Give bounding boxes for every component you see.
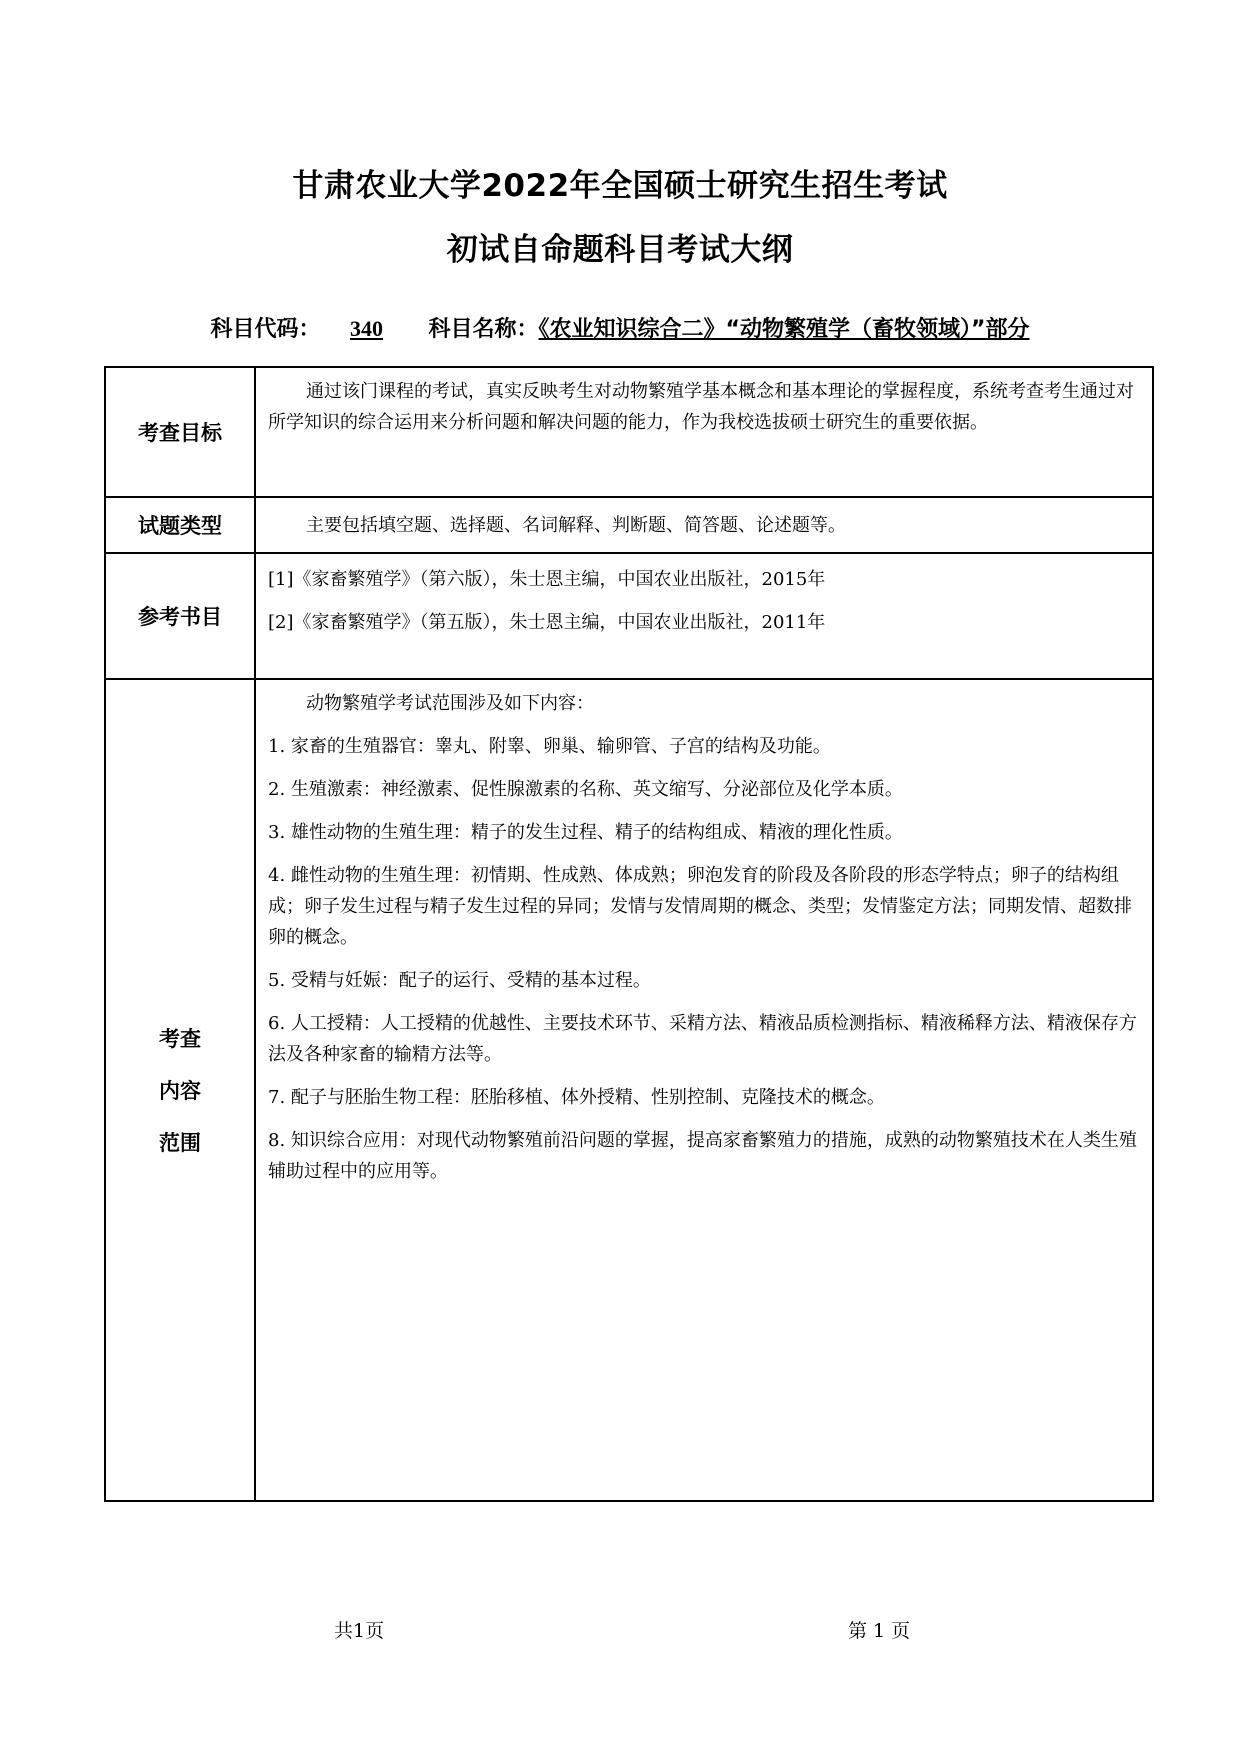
- document-subtitle: 初试自命题科目考试大纲: [446, 232, 794, 268]
- scope-item: 3. 雄性动物的生殖生理：精子的发生过程、精子的结构组成、精液的理化性质。: [268, 822, 903, 843]
- scope-item: 7. 配子与胚胎生物工程：胚胎移植、体外授精、性别控制、克隆技术的概念。: [268, 1087, 885, 1108]
- footer-page-number: 第 1 页: [848, 1620, 911, 1642]
- footer-total-pages: 共1页: [334, 1620, 385, 1642]
- subject-name: 《农业知识综合二》“动物繁殖学（畜牧领域）”部分: [538, 317, 1030, 342]
- objective-text: 通过该门课程的考试，真实反映考生对动物繁殖学基本概念和基本理论的掌握程度，系统考查考生通过对所学知识的综合运用来分析问题和解决问题的能力，作为我校选拔硕士研究生的重要依据。: [268, 381, 1134, 433]
- scope-item: 8. 知识综合应用：对现代动物繁殖前沿问题的掌握，提高家畜繁殖力的措施，成熟的动物繁殖技术在人类生殖辅助过程中的应用等。: [268, 1130, 1137, 1182]
- reference-item: [2]《家畜繁殖学》（第五版），朱士恩主编，中国农业出版社，2011年: [268, 612, 826, 633]
- scope-item: 1. 家畜的生殖器官：睾丸、附睾、卵巢、输卵管、子宫的结构及功能。: [268, 736, 831, 757]
- scope-cell: [255, 679, 1153, 1501]
- question-types-text: 主要包括填空题、选择题、名词解释、判断题、简答题、论述题等。: [306, 514, 846, 536]
- references-cell: [255, 553, 1153, 679]
- scope-label-part: 范围: [159, 1131, 201, 1155]
- scope-item: 5. 受精与妊娠：配子的运行、受精的基本过程。: [268, 970, 651, 991]
- objective-cell: [255, 367, 1153, 497]
- objective-row: [105, 367, 1153, 497]
- references-row: [105, 553, 1153, 679]
- question-types-cell: [255, 497, 1153, 553]
- scope-label-part: 内容: [159, 1079, 201, 1103]
- scope-item: 6. 人工授精：人工授精的优越性、主要技术环节、采精方法、精液品质检测指标、精液稀释方法、精液保存方法及各种家畜的输精方法等。: [268, 1013, 1137, 1065]
- question-types-label: 试题类型: [105, 497, 255, 553]
- scope-label-part: 考查: [159, 1027, 201, 1051]
- scope-intro: 动物繁殖学考试范围涉及如下内容：: [306, 693, 594, 714]
- question-types-row: [105, 497, 1153, 553]
- subject-info: [0, 312, 1240, 343]
- scope-item: 2. 生殖激素：神经激素、促性腺激素的名称、英文缩写、分泌部位及化学本质。: [268, 779, 903, 800]
- scope-row: [105, 679, 1153, 1501]
- syllabus-table: [104, 366, 1154, 1502]
- document-title: 甘肃农业大学2022年全国硕士研究生招生考试: [292, 168, 948, 204]
- references-label: 参考书目: [105, 553, 255, 679]
- subject-code: 340: [350, 316, 384, 341]
- scope-label: [105, 679, 255, 1501]
- scope-item: 4. 雌性动物的生殖生理：初情期、性成熟、体成熟；卵泡发育的阶段及各阶段的形态学特点；卵子的结构组成；卵子发生过程与精子发生过程的异同；发情与发情周期的概念、类型；发情鉴定方法；同期发情、超数排卵的概念。: [268, 865, 1132, 948]
- objective-label: 考查目标: [105, 367, 255, 497]
- reference-item: [1]《家畜繁殖学》（第六版），朱士恩主编，中国农业出版社，2015年: [268, 569, 826, 590]
- subject-code-label: 科目代码：: [210, 317, 321, 342]
- subject-name-label: 科目名称：: [428, 317, 539, 342]
